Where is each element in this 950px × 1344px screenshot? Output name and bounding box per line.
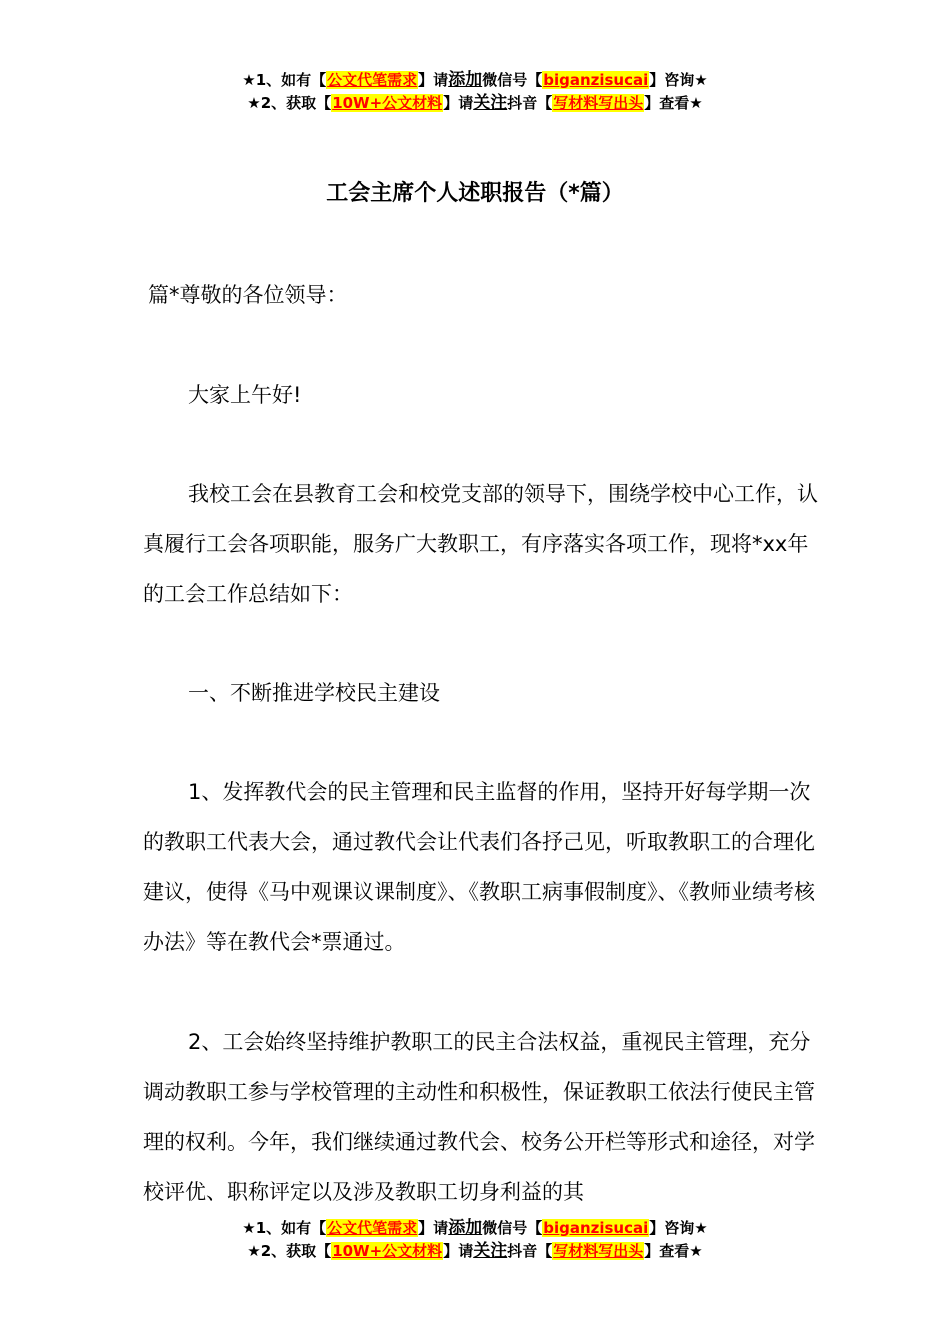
banner-text: 】请 (418, 1219, 449, 1237)
banner-line-1 (0, 69, 950, 92)
banner-text: 】咨询★ (649, 71, 708, 89)
highlight-materials: 10W+公文材料 (332, 1242, 443, 1260)
banner-line-2 (0, 1240, 950, 1263)
banner-text: ★1、如有【 (242, 71, 327, 89)
salutation: 篇*尊敬的各位领导： (148, 283, 348, 307)
banner-emphasis: 关注 (473, 93, 508, 113)
highlight-ghostwriting: 公文代笔需求 (327, 71, 418, 89)
banner-text: ★2、获取【 (247, 94, 332, 112)
footer-banner (0, 1217, 950, 1263)
banner-text: ★2、获取【 (247, 1242, 332, 1260)
banner-text: 抖音【 (507, 94, 553, 112)
highlight-douyin-id: 写材料写出头 (553, 94, 644, 112)
banner-text: ★1、如有【 (242, 1219, 327, 1237)
banner-text: 微信号【 (482, 71, 543, 89)
banner-line-1 (0, 1217, 950, 1240)
header-banner (0, 69, 950, 115)
greeting: 大家上午好! (188, 383, 302, 407)
banner-emphasis: 添加 (448, 1218, 483, 1238)
intro-paragraph: 我校工会在县教育工会和校党支部的领导下，围绕学校中心工作，认真履行工会各项职能，服务广大教职工，有序落实各项工作，现将*xx年的工会工作总结如下： (143, 482, 818, 606)
banner-text: 】请 (443, 94, 474, 112)
banner-text: 抖音【 (507, 1242, 553, 1260)
highlight-ghostwriting: 公文代笔需求 (327, 1219, 418, 1237)
banner-text: 微信号【 (482, 1219, 543, 1237)
highlight-wechat-id: biganzisucai (543, 71, 649, 89)
banner-emphasis: 关注 (473, 1241, 508, 1261)
paragraph-item-2: 2、工会始终坚持维护教职工的民主合法权益，重视民主管理，充分调动教职工参与学校管理的主动性和积极性，保证教职工依法行使民主管理的权利。今年，我们继续通过教代会、校务公开栏等形式和途径，对学校评优、职称评定以及涉及教职工切身利益的其 (143, 1030, 815, 1204)
banner-text: 】请 (443, 1242, 474, 1260)
paragraph-item-1: 1、发挥教代会的民主管理和民主监督的作用，坚持开好每学期一次的教职工代表大会，通过教代会让代表们各抒己见，听取教职工的合理化建议，使得《马中观课议课制度》、《教职工病事假制度》、《教师业绩考核办法》等在教代会*票通过。 (143, 780, 815, 954)
document-title: 工会主席个人述职报告（*篇） (326, 181, 624, 206)
section-heading: 一、不断推进学校民主建设 (188, 681, 440, 705)
banner-text: 】查看★ (644, 94, 703, 112)
banner-text: 】请 (418, 71, 449, 89)
banner-text: 】查看★ (644, 1242, 703, 1260)
banner-text: 】咨询★ (649, 1219, 708, 1237)
banner-line-2 (0, 92, 950, 115)
highlight-douyin-id: 写材料写出头 (553, 1242, 644, 1260)
highlight-materials: 10W+公文材料 (332, 94, 443, 112)
banner-emphasis: 添加 (448, 70, 483, 90)
highlight-wechat-id: biganzisucai (543, 1219, 649, 1237)
